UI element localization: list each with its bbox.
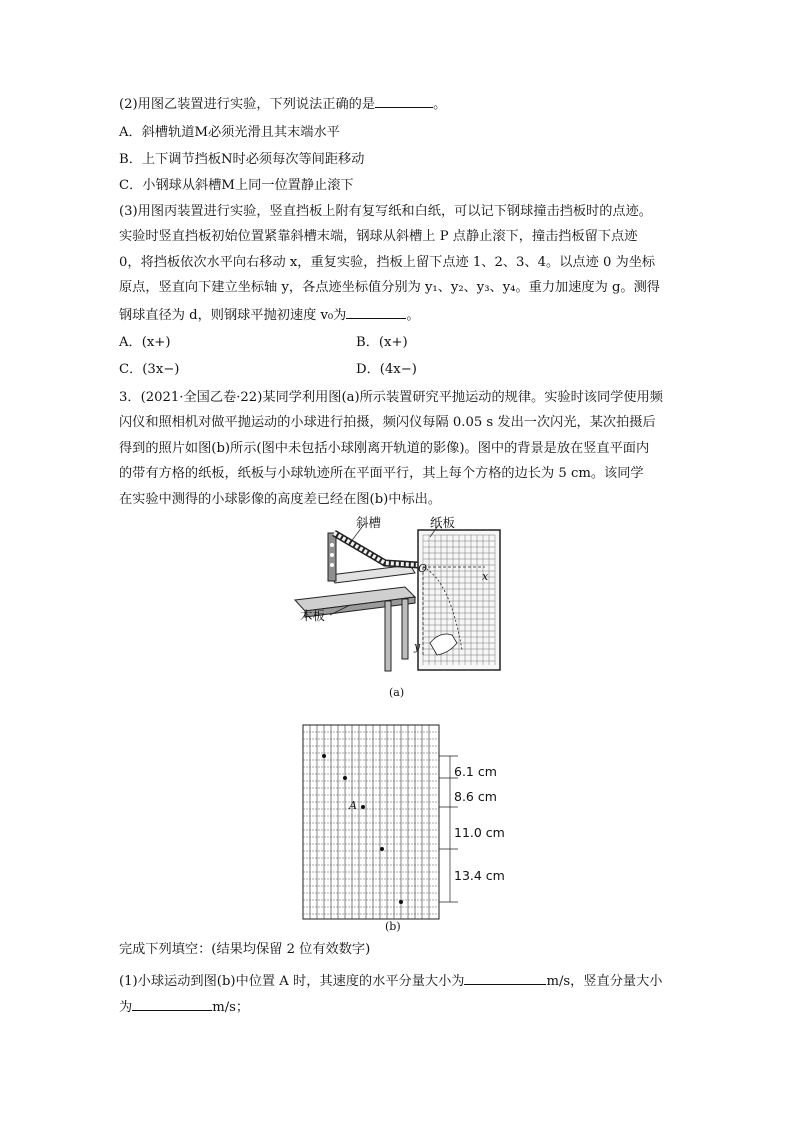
figure-a-apparatus xyxy=(290,515,530,705)
q3-line: 在实验中测得的小球影像的高度差已经在图(b)中标出。 xyxy=(119,492,442,507)
ball-image xyxy=(399,900,403,904)
label-y-axis: y xyxy=(414,640,421,653)
q3-line: 的带有方格的纸板，纸板与小球轨迹所在平面平行，其上每个方格的边长为 5 cm。该同学 xyxy=(119,466,644,481)
label-x-axis: x xyxy=(482,570,489,583)
choice-a: A．(x+) xyxy=(119,335,171,350)
q2-part2-stem: (2)用图乙装置进行实验，下列说法正确的是 。 xyxy=(119,93,446,115)
answer-blank[interactable] xyxy=(375,93,433,108)
figure-b-caption: (b) xyxy=(385,920,401,933)
point-a-label: A xyxy=(349,799,357,812)
q3-line: 3．(2021·全国乙卷·22)某同学利用图(a)所示装置研究平抛运动的规律。实验时该同学使用频 xyxy=(119,390,663,405)
answer-blank[interactable] xyxy=(132,996,212,1011)
label-origin: O xyxy=(418,562,428,575)
fill-q1-line1: (1)小球运动到图(b)中位置 A 时，其速度的水平分量大小为 m/s，竖直分量大小 xyxy=(119,970,662,992)
q2-part3-line: (3)用图丙装置进行实验，竖直挡板上附有复写纸和白纸，可以记下钢球撞击挡板时的点迹。 xyxy=(119,204,652,219)
answer-blank[interactable] xyxy=(346,304,406,319)
option-c: C．小钢球从斜槽M上同一位置静止滚下 xyxy=(119,178,354,193)
height-label: 8.6 cm xyxy=(454,789,497,804)
height-label: 6.1 cm xyxy=(454,764,497,779)
ball-image xyxy=(343,776,347,780)
q2-part3-line: 钢球直径为 d，则钢球平抛初速度 v₀为 。 xyxy=(119,304,420,326)
fill-q1-line2: 为 m/s； xyxy=(119,996,249,1018)
q2-part3-line: 0，将挡板依次水平向右移动 x，重复实验，挡板上留下点迹 1、2、3、4。以点迹 0 为坐标 xyxy=(119,255,656,270)
q2-part3-line: 原点，竖直向下建立坐标轴 y，各点迹坐标值分别为 y₁、y₂、y₃、y₄。重力加速度为 g。测得 xyxy=(119,280,660,295)
height-label: 13.4 cm xyxy=(454,868,505,883)
fill-intro: 完成下列填空：(结果均保留 2 位有效数字) xyxy=(119,942,371,957)
height-label: 11.0 cm xyxy=(454,825,505,840)
figure-b-grid xyxy=(300,722,500,922)
ball-image xyxy=(380,847,384,851)
label-wood: 木板 xyxy=(300,608,326,623)
choice-d: D．(4x−) xyxy=(356,362,417,377)
option-a: A．斜槽轨道M必须光滑且其末端水平 xyxy=(119,125,340,140)
q2-part3-line: 实验时竖直挡板初始位置紧靠斜槽末端，钢球从斜槽上 P 点静止滚下，撞击挡板留下点迹 xyxy=(119,229,638,244)
q3-line: 闪仪和照相机对做平抛运动的小球进行拍摄，频闪仪每隔 0.05 s 发出一次闪光，某次拍摄后 xyxy=(119,415,656,430)
label-chute: 斜槽 xyxy=(356,515,382,530)
answer-blank[interactable] xyxy=(464,970,546,985)
ball-image xyxy=(322,754,326,758)
option-b: B．上下调节挡板N时必须每次等间距移动 xyxy=(119,152,365,167)
ball-image xyxy=(361,805,365,809)
label-board: 纸板 xyxy=(430,515,456,530)
q3-line: 得到的照片如图(b)所示(图中未包括小球刚离开轨道的影像)。图中的背景是放在竖直平面内 xyxy=(119,441,650,456)
figure-a-caption: (a) xyxy=(389,686,405,699)
choice-b: B．(x+) xyxy=(356,335,408,350)
choice-c: C．(3x−) xyxy=(119,362,180,377)
